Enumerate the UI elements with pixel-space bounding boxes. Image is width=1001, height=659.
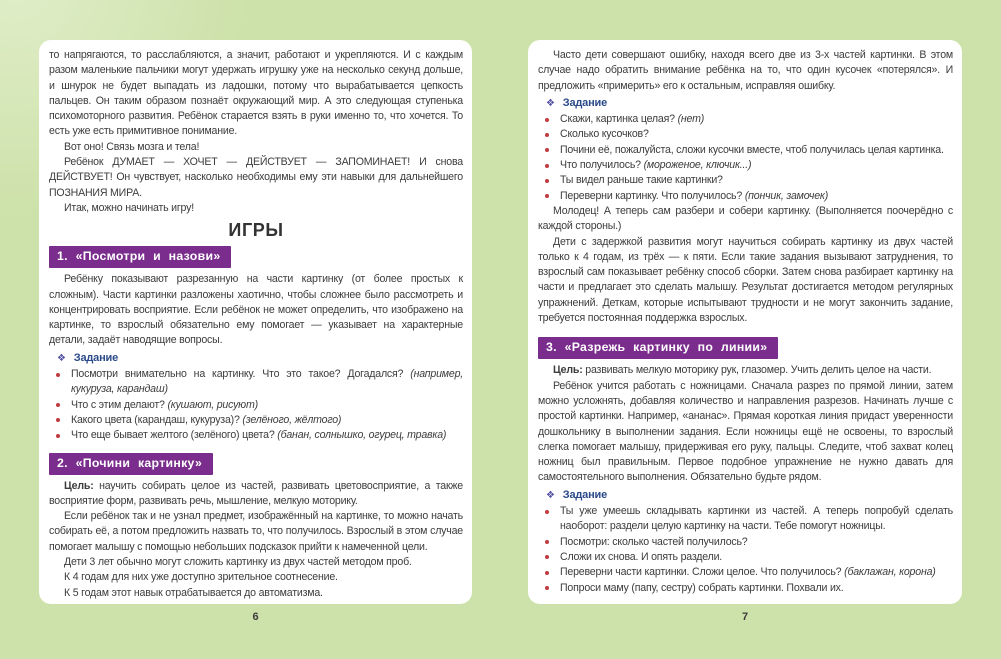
paragraph: Ребёнок учится работать с ножницами. Сначала разрез по прямой линии, затем можно усложнять, добавляя количество и направления разрезов. Начинать лучше с простой картинки. Например, «ананас». Прямая короткая линия придаст уверенности дошкольнику в выполнении задания. Если ножницы ещё не освоены, то взрослый слегка помогает малышу, придерживая его руку, пальцы. Следите, чтоб захват колец ножниц был правильным. Первое подобное упражнение не нужно давать для самостоятельного выполнения. Обязательно будьте рядом.: [538, 379, 953, 484]
task-item: [49, 428, 463, 443]
task-heading: [49, 351, 463, 366]
answer-text: (нет): [677, 113, 705, 126]
task-item-text: Ты видел раньше такие картинки?: [560, 174, 723, 187]
task-item: [538, 535, 953, 550]
diamond-icon: ❖: [546, 489, 555, 501]
task-heading: [538, 488, 953, 503]
paragraph: Если ребёнок так и не узнал предмет, изображённый на картинке, то можно начать собирать её, а потом предложить назвать то, что получилось. Взрослый в этом случае помогает малышу с помощью небольших подсказок прийти к намеченной цели.: [49, 510, 463, 553]
task-item-text: Какого цвета (карандаш, кукуруза)?: [71, 413, 240, 426]
answer-text: (кушают, рисуют): [167, 398, 258, 411]
games-title: ИГРЫ: [228, 220, 284, 241]
goal-text: научить собирать целое из частей, развивать цветовосприятие, а также восприятие форм, развивать речь, мышление, мелкую моторику.: [49, 479, 463, 507]
task-item-text: Переверни картинку. Что получилось?: [560, 189, 743, 202]
diamond-icon: ❖: [57, 352, 66, 364]
left-page: [39, 40, 472, 604]
section-header-3: [538, 337, 778, 359]
task-item-text: Посмотри: сколько частей получилось?: [560, 535, 748, 548]
right-page: [528, 40, 962, 604]
paragraph: Дети 3 лет обычно могут сложить картинку из двух частей методом проб.: [64, 556, 412, 569]
section-header-2: [49, 453, 213, 475]
task-item-text: Почини её, пожалуйста, сложи кусочки вместе, чтоб получилась целая картинка.: [560, 143, 944, 156]
task-item: [538, 550, 953, 565]
task-heading: [538, 96, 953, 111]
paragraph: Ребёнок ДУМАЕТ — ХОЧЕТ — ДЕЙСТВУЕТ — ЗАПОМИНАЕТ! И снова ДЕЙСТВУЕТ! Он чувствует, насколько необходимы ему эти навыки для дальнейшего ПОЗНАНИЯ МИРА.: [49, 156, 463, 199]
paragraph: Молодец! А теперь сам разбери и собери картинку. (Выполняется поочерёдно с каждой стороны.): [538, 204, 953, 233]
task-label: Задание: [562, 488, 607, 501]
section-header-1: [49, 246, 231, 268]
section-header-1-label: 1. «Посмотри и назови»: [57, 249, 221, 264]
task-item-text: Сложи их снова. И опять раздели.: [560, 550, 723, 563]
task-item: [538, 504, 953, 535]
section-header-2-label: 2. «Почини картинку»: [57, 455, 203, 470]
diamond-icon: ❖: [546, 97, 555, 109]
goal-paragraph: [538, 363, 953, 378]
answer-text: (банан, солнышко, огурец, травка): [277, 429, 447, 442]
task-item: [538, 112, 953, 127]
task-item-text: Скажи, картинка целая?: [560, 113, 675, 126]
page-number-right: 7: [741, 611, 749, 623]
answer-text: (например, кукуруза, карандаш): [71, 368, 463, 396]
paragraph: Ребёнку показывают разрезанную на части картинку (от более простых к сложным). Части картинки разложены хаотично, чтобы сложнее было рассмотреть и концентрировать восприятие. Если ребёнок не может определить, что изображено на картинке, то взрослый обязательно ему помогает — указывает на характерные детали, задаёт наводящие вопросы.: [49, 273, 463, 347]
paragraph: Дети с задержкой развития могут научиться собирать картинку из двух частей только к 4 годам, из трёх — к пяти. Если такие задания вызывают затруднения, то взрослый сам показывает ребёнку способ сборки. Затем снова разбирает картинку на части и предлагает это сделать малышу. Результат достигается методом регулярных упражнений. Деткам, которые испытывают трудности и не могут закончить задание, требуется постоянная поддержка взрослых.: [538, 235, 953, 325]
paragraph: К 5 годам этот навык отрабатывается до автоматизма.: [64, 586, 323, 599]
task-item: [538, 189, 953, 204]
task-list: [538, 112, 953, 204]
answer-text: (зелёного, жёлтого): [242, 413, 342, 426]
task-item-text: Что получилось?: [560, 159, 641, 172]
task-item: [49, 367, 463, 398]
paragraph: Вот оно! Связь мозга и тела!: [64, 140, 200, 153]
task-list: [49, 367, 463, 443]
paragraph: то напрягаются, то расслабляются, а значит, работают и укрепляются. И с каждым разом маленькие пальчики могут удержать игрушку уже на несколько секунд дольше, и шнурок не будет выпадать из ладошки, потому что вырабатывается цепкость пальцев. Он таким образом познаёт окружающий мир. А это следующая ступенька психомоторного развития. Ребёнок старается взять в руки именно то, что хочется. То есть уже есть примитивное понимание.: [49, 49, 463, 138]
task-item-text: Что еще бывает желтого (зелёного) цвета?: [71, 429, 275, 442]
task-item-text: Ты уже умеешь складывать картинки из частей. А теперь попробуй сделать наоборот: раздели целую картинку на части. Тебе помогут ножницы.: [560, 505, 953, 533]
task-item-text: Сколько кусочков?: [560, 128, 649, 141]
paragraph: Часто дети совершают ошибку, находя всего две из 3-х частей картинки. В этом случае надо обратить внимание ребёнка на то, что один кусочек «потерялся». И предложить «примерить» его к остальным, исправляя ошибку.: [538, 49, 953, 92]
paragraph: К 4 годам для них уже доступно зрительное соотнесение.: [64, 571, 338, 584]
answer-text: (пончик, замочек): [744, 189, 829, 202]
task-item: [538, 143, 953, 158]
task-item: [538, 173, 953, 188]
page-number-left: 6: [252, 611, 259, 623]
task-item: [538, 565, 953, 580]
task-label: Задание: [73, 351, 118, 364]
task-label: Задание: [562, 96, 607, 109]
task-item: [49, 413, 463, 428]
task-item: [538, 158, 953, 173]
task-item-text: Попроси маму (папу, сестру) собрать картинки. Похвали их.: [560, 581, 844, 594]
task-item: [538, 581, 953, 596]
goal-label: Цель:: [553, 364, 583, 377]
answer-text: (баклажан, корона): [844, 566, 936, 579]
task-item-text: Посмотри внимательно на картинку. Что это такое? Догадался?: [71, 368, 404, 381]
task-item-text: Что с этим делают?: [71, 398, 165, 411]
task-item: [49, 398, 463, 413]
goal-paragraph: [49, 479, 463, 510]
section-header-3-label: 3. «Разрежь картинку по линии»: [546, 340, 768, 355]
task-list: [538, 504, 953, 596]
task-item: [538, 127, 953, 142]
goal-label: Цель:: [64, 479, 94, 492]
paragraph: Итак, можно начинать игру!: [64, 201, 194, 214]
goal-text: развивать мелкую моторику рук, глазомер. Учить делить целое на части.: [585, 364, 932, 377]
task-item-text: Переверни части картинки. Сложи целое. Что получилось?: [560, 566, 842, 579]
answer-text: (мороженое, ключик...): [643, 159, 752, 172]
